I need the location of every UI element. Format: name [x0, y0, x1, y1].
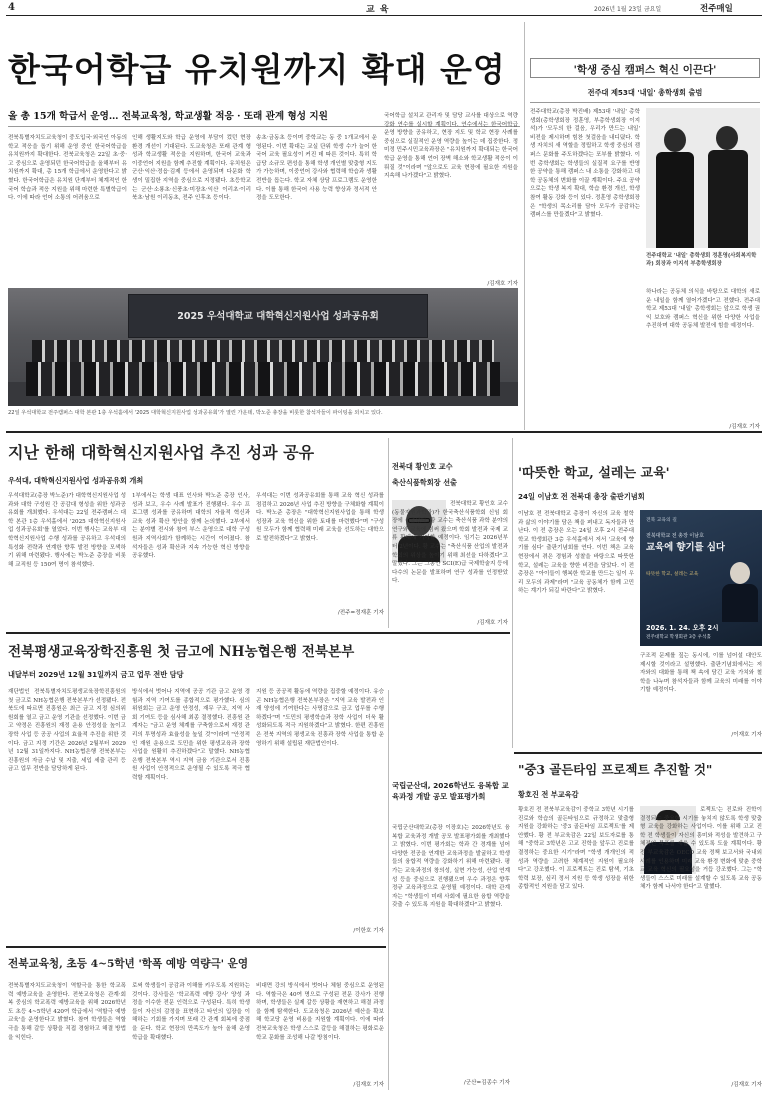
campus-body-col-1: 전주대학교(총장 박진배) 제53대 '내일' 총학생회(총학생회장 정훈영, 부총학생회장 이지석)가 '모두의 한 걸음, 우리가 만드는 내일' 비전을 제시하며 힘찬 첫걸음을 내디뎠다. 학생 자치의 새 역할을 정립하고 학생 중심의 캠퍼스 문화를 주도하겠다는 포부를 밝혔다. 이번 총학생회는 학생들의 실질적 요구를 반영한 공약을 통해 캠퍼스 내 소통을 강화하고 대학 공동체의 변화를 이끌 계획이다. 주요 공약으로는 학생 복지 확대, 학습 환경 개선, 학생 참여 활동 강화 등이 있다. 정훈영 총학생회장은 "학생의 목소리를 담아 모두가 공감하는 캠퍼스를 만들겠다"고 밝혔다. [530, 109, 640, 219]
golden-headline: "중3 골든타임 프로젝트 추진할 것" [518, 762, 713, 777]
innovation-body-col-1: 우석대학교(총장 박노준)가 대학혁신지원사업 성과와 대학 구성원 간 공감대 형성을 위한 성과공유회를 개최했다. 우석대는 22일 전주캠퍼스 대학 본관 1층 우석홀에서 '2025 대학혁신지원사업 성과공유회'를 열었다. 이번 행사는 교육부 대학혁신지원사업 수행 성과를 공유하고 우석대의 특성화 전략과 연계한 향후 발전 방향을 모색하기 위해 마련됐다. 행사에는 박노준 총장을 비롯해 교직원 등 150여 명이 참석했다. [8, 493, 126, 568]
bank-body-col-3: 지원 등 공공적 활동에 역량을 집중할 예정이다. 유승곤 NH농협은행 전북본부장은 "지역 교육 발전과 인재 양성에 기여한다는 사명감으로 금고 업무를 수행하겠다"며 "도민의 평생학습과 장학 사업이 더욱 활성화되도록 적극 지원하겠다"고 밝혔다. 한편 진흥원은 전북 지역의 평생교육 진흥과 장학 사업을 통합 운영하기 위해 설립된 재단법인이다. [256, 689, 384, 747]
event-group-photo [8, 288, 518, 406]
main-subhead: 올 총 15개 학급서 운영… 전북교육청, 학교생활 적응 · 또래 관계 형성 지원 [8, 111, 328, 122]
student-council-photo [646, 108, 760, 248]
campus-byline: /김재호 기자 [729, 424, 760, 430]
book-tagline: 따뜻한 학교, 설레는 교육 [646, 572, 699, 577]
photo-caption: 22일 우석대학교 전주캠퍼스 대학 본관 1층 우석홀에서 '2025 대학혁신지원사업 성과공유회'가 열린 가운데, 박노준 총장을 비롯한 참석자들이 파이팅을 외치고 있다. [8, 410, 383, 416]
interview-label: 전북대 황인호 교수 [392, 462, 453, 471]
column-rule [524, 22, 525, 430]
section-rule [6, 946, 386, 948]
innovation-body-col-2: 1부에서는 학생 대표 인사와 박노준 총장 인사, 성과 보고, 우수 사례 발표가 진행됐다. 우수 프로그램 성과를 공유하며 대학의 자율적 혁신과 교육 성과 확산 방안을 함께 논의했다. 2부에서는 분야별 전시와 참여 부스 운영으로 대학 구성원과 지역사회가 함께하는 시간이 이어졌다. 참석자들은 성과 확산과 지속 가능한 혁신 방향을 공유했다. [132, 493, 250, 560]
safety-body-col-3: 비대면 강의 방식에서 벗어나 체험 중심으로 운영된다. 역할극은 40여 명으로 구성된 전문 강사가 진행하며, 학생들은 실제 갈등 상황을 재현하고 해결 과정을 함께 탐색한다. 도교육청은 2026년 예산을 확보해 학교당 운영 비용을 지원할 계획이다. 이에 따라 전북교육청은 학생 스스로 갈등을 해결하는 평화로운 학교 문화를 조성해 나갈 방침이다. [256, 983, 384, 1041]
interview-byline: /김재호 기자 [477, 620, 508, 626]
school-byline: /이재호 기자 [731, 732, 762, 738]
section-title: 교 육 [366, 5, 390, 15]
safety-headline: 전북교육청, 초등 4~5학년 '학폭 예방 역량극' 운영 [8, 958, 249, 970]
book-author-line: 전북대학교 전 총장 이남호 [646, 533, 704, 539]
book-title: 교육에 향기를 심다 [646, 542, 725, 553]
main-body-col-1: 전북특별자치도교육청이 중도입국·외국인 아동의 학교 적응을 돕기 위해 운영 중인 한국어학급을 유치원까지 확대한다. 전북교육청은 22일 초·중·고 중심으로 운영되던 한국어학급을 올해부터 유치원까지 확대, 총 15개 학급에서 운영한다고 밝혔다. 한국어학급은 유치원 단계부터 체계적인 한국어 학습과 적응 지원을 위해 마련한 특별학급이다. 이에 따라 언어 소통의 어려움으로 [8, 135, 127, 202]
bank-subhead: 내달부터 2029년 12월 31일까지 금고 업무 전반 담당 [8, 670, 184, 679]
school-headline: '따뜻한 학교, 설레는 교육' [518, 466, 670, 481]
golden-byline: /김재호 기자 [731, 1082, 762, 1088]
section-rule [514, 752, 762, 754]
author-body [722, 584, 758, 622]
interview-headline: 축산식품학회장 선출 [392, 478, 457, 487]
main-body-col-3: 송초·금동초 등이며 중학교는 동 중 1개교에서 운영된다. 이번 확대는 교실 단위 학생 수가 늘어 한국어 교육 필요성이 커진 데 따른 것이다. 특히 학급당 소규모 편성을 통해 학생 개인별 맞춤형 지도가 가능하며, 이중언어 강사와 협력해 학습과 생활 전반을 돕는다. 학교 자체 상담 프로그램도 운영한다. 이를 통해 한국어 사용 능력 향상과 정서적 안정을 도모한다. [256, 135, 377, 202]
innovation-byline: /전주=정재훈 기자 [337, 610, 384, 616]
campus-headline-box [530, 58, 760, 78]
golden-body-col-2: 로젝트'는 진로와 진학이 결정되는 중요한 시기를 놓치지 않도록 학생 맞춤형 교육을 강화하는 사업이다. 이를 위해 고교 진학 전 학생들이 자신의 흥미와 적성을 발견하고 구체적인 목표를 세울 수 있도록 도울 계획이다. 황 전 부교육감은 OECD 교육 정책 보고서와 국내외 사례를 인용하며 미래 교육 환경 변화에 맞춘 중학교 교육 혁신의 필요성을 거듭 강조했다. 그는 "학생들이 스스로 미래를 설계할 수 있도록 교육 공동체가 함께 나서야 한다"고 말했다. [640, 807, 762, 891]
divider [530, 102, 760, 103]
golden-body-col-1: 황호진 전 전북부교육감이 중학교 3학년 시기를 진로와 학습의 골든타임으로 규정하고 맞춤형 지원을 강화하는 '중3 골든타임 프로젝트'를 제안했다. 황 전 부교육감은 22일 보도자료를 통해 "중학교 3학년은 고교 진학을 앞두고 진로를 결정하는 중요한 시기"라며 "학생 개개인의 적성과 역량을 고려한 체계적인 지원이 필요하다"고 강조했다. 이 프로젝트는 진로 탐색, 기초학력 보장, 심리 정서 지원 등 학생 성장을 위한 종합적인 지원을 담고 있다. [518, 807, 634, 891]
safety-body-col-2: 로써 학생들이 공감과 이해를 키우도록 지원하는 것이다. 강사들은 '학교폭력 예방 강사' 양성 과정을 이수한 전문 인력으로 구성된다. 특히 학생들이 자신의 감정을 표현하고 타인의 입장을 이해하는 기회를 가지며 또래 간 관계 회복에 중점을 둔다. 학교 현장의 만족도가 높아 올해 운영 학급을 확대했다. [132, 983, 250, 1041]
main-body-col-2: 인해 생활지도와 학급 운영에 부담이 컸던 현장 환경 개선이 기대된다. 도교육청은 또래 관계 형성과 학교생활 적응을 지원하며, 한국어 교육과 이중언어 지원을 함께 추진할 계획이다. 유치원은 군산·익산·정읍·김제 등에서 운영되며 다문화 학생이 밀집한 지역을 중심으로 지정됐다. 초등학교는 군산·소룡초·신풍초·미장초·익산 이리초·이리북초·남원 이리동초, 전주 인후초 등이다. [132, 135, 251, 202]
crowd-front-row [26, 362, 500, 396]
school-subhead: 24일 이남호 전 전북대 총장 출판기념회 [518, 492, 645, 501]
book-cover [640, 510, 762, 646]
kunsan-headline: 국립군산대, 2026학년도 융복합 교육과정 개발 공모 발표평가회 [392, 781, 509, 801]
kunsan-body: 국립군산대학교(총장 이장호)는 2026학년도 융복합 교육과정 개발 공모 발표평가회를 개최했다고 밝혔다. 이번 평가회는 학과 간 경계를 넘어 다양한 전공을 연계한 교육과정을 발굴하고 학생들의 융합적 역량을 강화하기 위해 마련됐다. 평가는 교육과정의 창의성, 실현 가능성, 산업 연계성 등을 중심으로 진행됐으며 우수 과정은 향후 정규 교육과정으로 운영될 예정이다. 대학 관계자는 "학생들이 미래 사회에 필요한 융합 역량을 갖출 수 있도록 지원을 확대하겠다"고 밝혔다. [392, 825, 510, 909]
student-council-caption: 전주대학교 '내일' 총학생회 정훈영(사회복지학과) 회장과 이지석 부총학생회장 [646, 253, 757, 267]
page-header [6, 2, 762, 16]
issue-date: 2026년 1월 23일 금요일 [594, 6, 662, 13]
school-body-col-2: 구조적 문제를 짚는 동시에, 이를 넘어설 대안도 제시할 것이라고 설명했다. 출판기념회에서는 저자와의 대화를 통해 책 속에 담긴 교육 가치와 철학을 나누며 참석자들과 함께 교육의 미래를 이야기할 예정이다. [640, 653, 762, 694]
school-body-col-1: 이남호 전 전북대학교 총장이 자신의 교육 철학과 삶의 이야기를 담은 책을 펴내고 독자들과 만난다. 이 전 총장은 오는 24일 오후 2시 전주대학교 학생회관 3층 우석홀에서 저서 '교육에 향기를 심다' 출판기념회를 연다. 이번 책은 교육 현장에서 겪은 경험과 성찰을 바탕으로 따뜻한 학교, 설레는 교육을 향한 비전을 담았다. 이 전 총장은 "아이들이 행복한 학교를 만드는 일이 우리 모두의 과제"라며 "교육 공동체가 함께 고민하는 계기가 되길 바란다"고 밝혔다. [518, 511, 634, 595]
bank-headline: 전북평생교육장학진흥원 첫 금고에 NH농협은행 전북본부 [8, 644, 355, 660]
kunsan-byline: /군산=김종수 기자 [463, 1080, 510, 1086]
column-rule [512, 438, 513, 748]
main-headline: 한국어학급 유치원까지 확대 운영 [8, 50, 506, 89]
safety-byline: /김재호 기자 [353, 1082, 384, 1088]
paper-name: 전주매일 [700, 4, 733, 14]
column-rule [388, 690, 389, 1090]
section-rule [6, 632, 510, 634]
bank-body-col-1: 재단법인 전북특별자치도평생교육장학진흥원의 첫 금고로 NH농협은행 전북본부가 선정됐다. 전북도에 따르면 진흥원은 최근 금고 지정 심의위원회를 열고 금고 운영 기관을 선정했다. 이번 금고 약정은 진흥원의 재정 운용 안정성을 높이고 장학 사업 등 공공 사업의 효율적 추진을 위한 것이다. 금고 지정 기간은 2026년 2월부터 2029년 12월 31일까지다. NH농협은행 전북본부는 진흥원의 자금 수납 및 지출, 세입 세출 관리 등 금고 업무 전반을 담당하게 된다. [8, 689, 126, 773]
campus-subhead: 전주대 제53대 '내일' 총학생회 출범 [587, 88, 703, 97]
backdrop-banner-text: 2025 우석대학교 대학혁신지원사업 성과공유회 [177, 311, 379, 322]
bank-body-col-2: 방식에서 벗어나 지역에 공공 기관 금고 운영 경험과 지역 기여도를 종합적으로 평가했다. 심의위원회는 금고 운영 안정성, 재무 구조, 지역 사회 기여도 등을 심사해 최종 결정했다. 진흥원 관계자는 "금고 운영 체계를 구축함으로써 재정 관리의 투명성과 효율성을 높일 것"이라며 "안정적인 재원 운용으로 도민을 위한 평생교육과 장학 사업을 원활히 추진하겠다"고 말했다. NH농협은행 전북본부 역시 지역 금융 기관으로서 진흥원 사업이 안정적으로 운영될 수 있도록 적극 협력할 계획이다. [132, 689, 250, 781]
column-rule [388, 438, 389, 628]
golden-subhead: 황호진 전 부교육감 [518, 790, 579, 799]
innovation-body-col-3: 우석대는 이번 성과공유회를 통해 교육 혁신 성과를 점검하고 2026년 사업 추진 방향을 구체화할 계획이다. 박노준 총장은 "대학혁신지원사업을 통해 학생 성장과 교육 혁신을 위한 토대를 마련했다"며 "구성원 모두가 함께 협력해 미래 교육을 선도하는 대학으로 발전하겠다"고 밝혔다. [256, 493, 384, 542]
person-right-head [716, 126, 738, 150]
bank-byline: /이한호 기자 [353, 928, 384, 934]
person-right-body [708, 150, 748, 248]
author-portrait [722, 560, 758, 622]
author-head [730, 562, 750, 584]
innovation-subhead: 우석대, 대학혁신지원사업 성과공유회 개최 [8, 476, 144, 485]
safety-body-col-1: 전북특별자치도교육청이 역할극을 통한 학교폭력 예방교육을 운영한다. 전북교육청은 관계·회복 중심의 학교폭력 예방교육을 위해 2026학년도 초등 4~5학년 420여 학급에서 '역할극 예방교육'을 운영한다고 밝혔다. 참여 학생들은 역할극을 통해 갈등 상황을 직접 경험하고 해결 방법을 익힌다. [8, 983, 126, 1041]
page-number: 4 [8, 2, 15, 13]
book-series: 전북 교육의 길 [646, 518, 677, 523]
main-body-col-4: 국어학급 설치교 관리자 및 담당 교사를 대상으로 역량 강화 연수를 실시할 계획이다. 연수에서는 한국어학급 운영 방향을 공유하고, 현장 지도 및 학교 현장 사례를 중심으로 실질적인 운영 역량을 높이는 데 집중한다. 정미정 민주시민교육과장은 "유치원까지 확대되는 한국어학급 운영을 통해 언어 장벽 해소와 학교생활 적응이 이뤄질 것"이라며 "앞으로도 교육 현장에 필요한 지원을 지속해 나가겠다"고 밝혔다. [384, 113, 518, 180]
interview-body: 전북대학교 황인호 교수(동물자원과학과)가 한국축산식품학회 신임 회장에 선출됐다. 황 교수는 축산식품 과학 분야의 연구와 교육에 힘써 왔으며 학회 발전과 국제 교류 확대에 기여할 예정이다. 임기는 2026년부터 2년이다. 황 교수는 "축산식품 산업의 발전과 학회의 위상을 높이기 위해 최선을 다하겠다"고 말했다. 그는 그동안 SCI(E)급 국제학술지 등에 다수의 논문을 발표하며 연구 성과를 인정받았다. [392, 501, 508, 585]
book-event-place: 전주대학교 학생회관 3층 우석홀 [646, 635, 711, 640]
campus-body-col-2: 하나라는 공동체 의식을 바탕으로 대학의 새로운 내일을 함께 열어가겠다"고 전했다. 전주대학교 제53대 '내일' 총학생회는 앞으로 학생 권익 보호와 캠퍼스 혁신을 위한 다양한 사업을 추진하며 대학 공동체 발전에 힘쓸 예정이다. [646, 289, 760, 330]
person-left-body [656, 152, 694, 248]
book-event-date: 2026. 1. 24. 오후 2시 [646, 624, 719, 632]
section-rule [6, 431, 762, 433]
main-byline: /김재호 기자 [487, 281, 518, 287]
campus-headline: '학생 중심 캠퍼스 혁신 이끈다' [573, 64, 717, 76]
innovation-headline: 지난 한해 대학혁신지원사업 추진 성과 공유 [8, 443, 315, 462]
person-left-head [664, 128, 686, 152]
